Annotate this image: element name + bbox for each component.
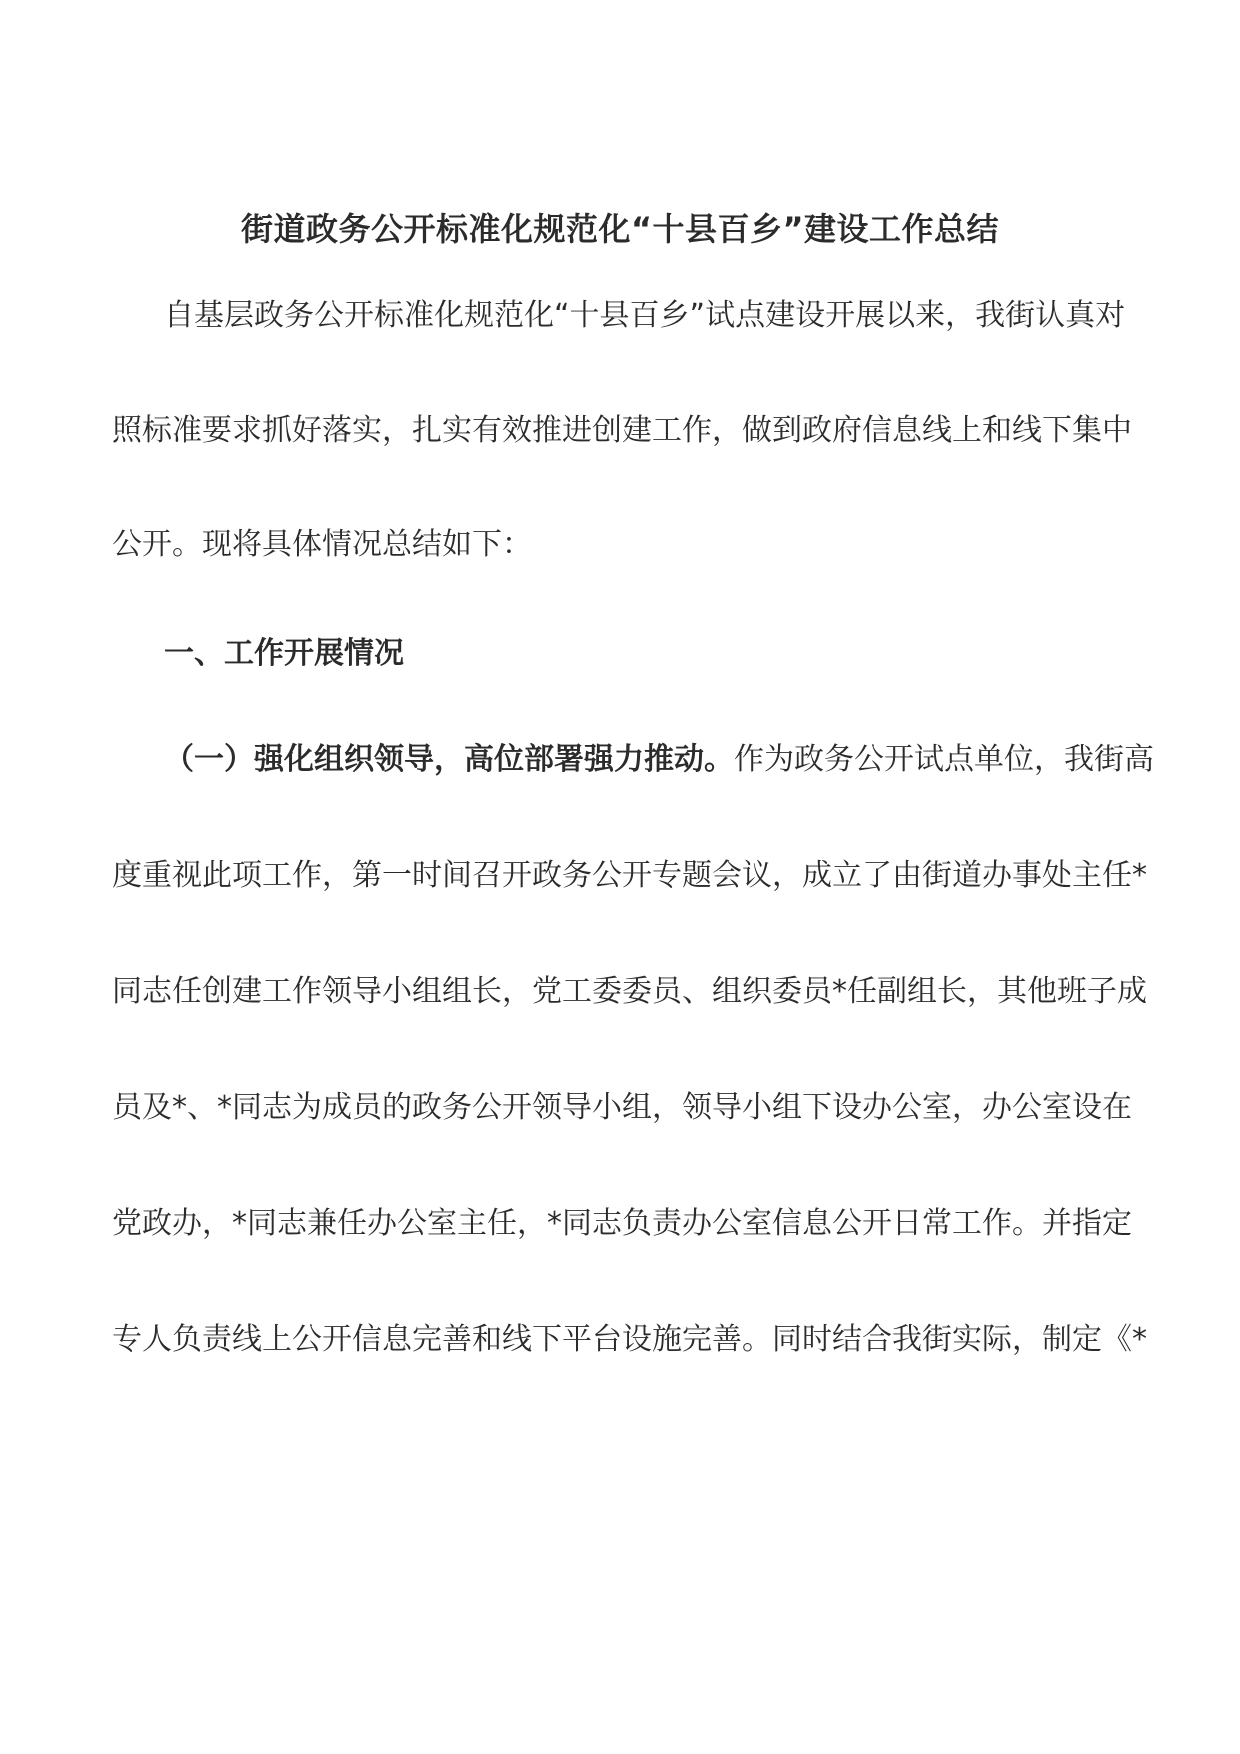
section-heading: 一、工作开展情况 [164, 636, 404, 671]
intro-line-1: 自基层政务公开标准化规范化“十县百乡”试点建设开展以来，我街认真对 [164, 298, 1126, 333]
body-line: 同志任创建工作领导小组组长，党工委委员、组织委员*任副组长，其他班子成 [112, 974, 1147, 1009]
body-line: 度重视此项工作，第一时间召开政务公开专题会议，成立了由街道办事处主任* [112, 858, 1147, 893]
subsection-first-line [164, 736, 1154, 784]
body-line: 员及*、*同志为成员的政务公开领导小组，领导小组下设办公室，办公室设在 [112, 1090, 1132, 1125]
subsection-first-line-text: 作为政务公开试点单位，我街高 [734, 742, 1154, 777]
body-line: 党政办，*同志兼任办公室主任，*同志负责办公室信息公开日常工作。并指定 [112, 1206, 1132, 1241]
intro-line-2: 照标准要求抓好落实，扎实有效推进创建工作，做到政府信息线上和线下集中 [112, 413, 1132, 448]
subsection-heading: （一）强化组织领导，高位部署强力推动。 [164, 742, 734, 777]
intro-line-3: 公开。现将具体情况总结如下： [112, 527, 532, 562]
document-title: 街道政务公开标准化规范化“十县百乡”建设工作总结 [240, 210, 1000, 248]
body-line: 专人负责线上公开信息完善和线下平台设施完善。同时结合我街实际，制定《* [112, 1322, 1147, 1357]
